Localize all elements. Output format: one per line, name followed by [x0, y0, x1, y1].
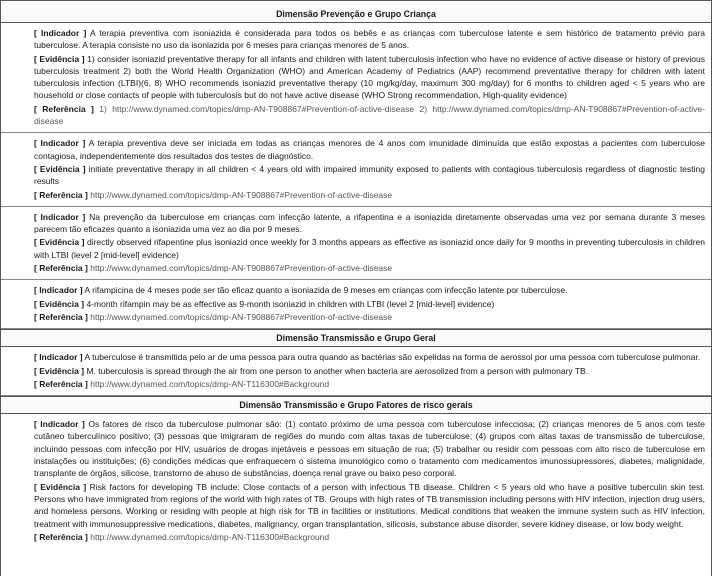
reference-line	[34, 531, 705, 543]
reference-line	[34, 189, 705, 201]
reference-link[interactable]: http://www.dynamed.com/topics/dmp-AN-T908867#Prevention-of-active-disease	[90, 263, 393, 274]
indicator-line	[34, 27, 705, 52]
reference-label: [ Referência ]	[34, 189, 88, 200]
reference-link[interactable]: http://www.dynamed.com/topics/dmp-AN-T908867#Prevention-of-active-disease	[90, 189, 393, 200]
indicator-label: [ Indicador ]	[34, 211, 86, 222]
reference-link[interactable]: http://www.dynamed.com/topics/dmp-AN-T116300#Background	[90, 531, 330, 542]
reference-line	[34, 103, 705, 128]
indicator-label: [ Indicador ]	[34, 138, 86, 149]
reference-label: [ Referência ]	[34, 103, 94, 114]
evidence-label: [ Evidência ]	[34, 298, 85, 309]
evidence-text: 1) consider isoniazid preventative therapy for all infants and children with latent tuberculosis infection who have no evidence of active disease or history of previous tuberculosis treatment 2) both the World Health Organization (WHO) and American Academy of Pediatrics (AAP) recommend preventative therapy for children with latent tuberculosis infection (LTBI)(6, 8) WHO recommends isoniazid preventative therapy (10 mg/kg/day, maximum 300 mg/day) for 6 months to children aged < 5 years who are household or close contacts of people with tuberculosis but do not have active disease (WHO Strong recommendation, High-quality evidence)	[34, 53, 705, 101]
reference-line	[34, 262, 705, 274]
reference-link[interactable]: http://www.dynamed.com/topics/dmp-AN-T116300#Background	[90, 378, 330, 389]
section-title: Dimensão Prevenção e Grupo Criança	[1, 1, 711, 23]
evidence-text: Risk factors for developing TB include: Close contacts of a person with infectious TB disease. Children < 5 years old who have a positive tuberculin skin test. Persons who have immigrated from regions of the world with high rates of TB. Groups with high rates of TB transmission including persons with HIV infection, injection drug users, and homeless persons. Working or residing with people at high risk for TB in facilities or institutions. Medical conditions that weaken the immune system such as HIV infection, treatment with immunosuppressive medications, diabetes, malignancy, organ transplantation, silicosis, substance abuse disorder, severe kidney disease, or low body weight.	[34, 481, 705, 529]
indicator-text: Os fatores de risco da tuberculose pulmonar são: (1) contato próximo de uma pessoa com tuberculose infecciosa; (2) crianças menores de 5 anos com teste cutâneo tuberculínico positivo; (3) pessoas que imigraram de regiões do mundo com altas taxas de tuberculose; (4) grupos com altas taxas de transmissão de tuberculose, incluindo pessoas com infecção por HIV, usuários de drogas injetáveis e pessoas em situação de rua; (5) trabalhar ou residir com pessoas com alto risco de tuberculose em instalações ou instituições; (6) condições médicas que enfraquecem o sistema imunológico como o tratamento com medicamentos imunossupressores, diabetes, malignidade, transplante de órgãos, silicose, transtorno de abuso de substâncias, doença renal grave ou baixo peso corporal.	[34, 419, 705, 479]
evidence-label: [ Evidência ]	[34, 481, 87, 492]
indicator-text: A terapia preventiva com isoniazida é considerada para todos os bebês e as crianças com tuberculose latente e sem histórico de tratamento prévio para tuberculose. A terapia consiste no uso da isoniazida por 6 meses para crianças menores de 5 anos.	[34, 28, 705, 51]
reference-label: [ Referência ]	[34, 311, 88, 322]
indicator-label: [ Indicador ]	[34, 419, 85, 430]
entry-block	[1, 207, 711, 280]
evidence-line	[34, 365, 705, 377]
indicator-label: [ Indicador ]	[34, 285, 83, 296]
reference-line	[34, 311, 705, 323]
reference-label: [ Referência ]	[34, 531, 88, 542]
evidence-line	[34, 163, 705, 188]
indicator-text: A terapia preventiva deve ser iniciada em todas as crianças menores de 4 anos com imunidade diminuída que estão expostas a pacientes com tuberculose contagiosa, independentemente dos resultados dos testes de diagnóstico.	[34, 138, 705, 161]
indicator-line	[34, 211, 705, 236]
entry-block	[1, 23, 711, 133]
evidence-line	[34, 298, 705, 310]
indicator-text: A tuberculose é transmitida pelo ar de uma pessoa para outra quando as bactérias são expelidas na forma de aerossol por uma pessoa com tuberculose pulmonar.	[84, 352, 701, 363]
evidence-label: [ Evidência ]	[34, 237, 85, 248]
evidence-label: [ Evidência ]	[34, 365, 85, 376]
reference-link[interactable]: 1) http://www.dynamed.com/topics/dmp-AN-T908867#Prevention-of-active-disease 2) http://www.dynamed.com/topics/dmp-AN-T908867#Prevention-of-active-disease	[34, 103, 705, 127]
evidence-label: [ Evidência ]	[34, 53, 85, 64]
indicator-text: A rifampicina de 4 meses pode ser tão eficaz quanto a isoniazida de 9 meses em crianças com infecção latente por tuberculose.	[84, 285, 568, 296]
indicator-line	[34, 418, 705, 479]
evidence-text: initiate preventative therapy in all children < 4 years old with impaired immunity exposed to patients with contagious tuberculosis regardless of diagnostic testing results	[34, 163, 705, 187]
indicator-text: Na prevenção da tuberculose em crianças com infecção latente, a rifapentina e a isoniazida diretamente observadas uma vez por semana durante 3 meses parecem tão eficazes quanto a isoniazida uma vez ao dia por 9 meses.	[34, 211, 706, 235]
evidence-label: [ Evidência ]	[34, 163, 86, 174]
evidence-text: M. tuberculosis is spread through the air from one person to another when bacteria are aerosolized from a person with pulmonary TB.	[86, 365, 589, 376]
indicator-label: [ Indicador ]	[34, 28, 87, 38]
entry-block	[1, 347, 711, 396]
section-title: Dimensão Transmissão e Grupo Geral	[1, 329, 711, 347]
section-title: Dimensão Transmissão e Grupo Fatores de risco gerais	[1, 396, 711, 414]
evidence-text: directly observed rifapentine plus isoniazid once weekly for 3 months appears as effective as isoniazid once daily for 9 months in preventing tuberculosis in children with LTBI (level 2 [mid-level] evidence)	[34, 237, 705, 260]
evidence-line	[34, 53, 705, 102]
indicator-line	[34, 137, 705, 162]
evidence-text: 4-month rifampin may be as effective as 9-month isoniazid in children with LTBI (level 2 [mid-level] evidence)	[86, 298, 495, 309]
entry-block	[1, 133, 711, 206]
indicator-line	[34, 284, 705, 296]
entry-block	[1, 414, 711, 548]
evidence-line	[34, 236, 705, 261]
reference-label: [ Referência ]	[34, 378, 88, 389]
entry-block	[1, 280, 711, 329]
indicator-line	[34, 351, 705, 363]
reference-line	[34, 378, 705, 390]
indicator-label: [ Indicador ]	[34, 352, 83, 363]
evidence-line	[34, 481, 705, 530]
reference-label: [ Referência ]	[34, 263, 88, 274]
reference-link[interactable]: http://www.dynamed.com/topics/dmp-AN-T908867#Prevention-of-active-disease	[90, 311, 393, 322]
